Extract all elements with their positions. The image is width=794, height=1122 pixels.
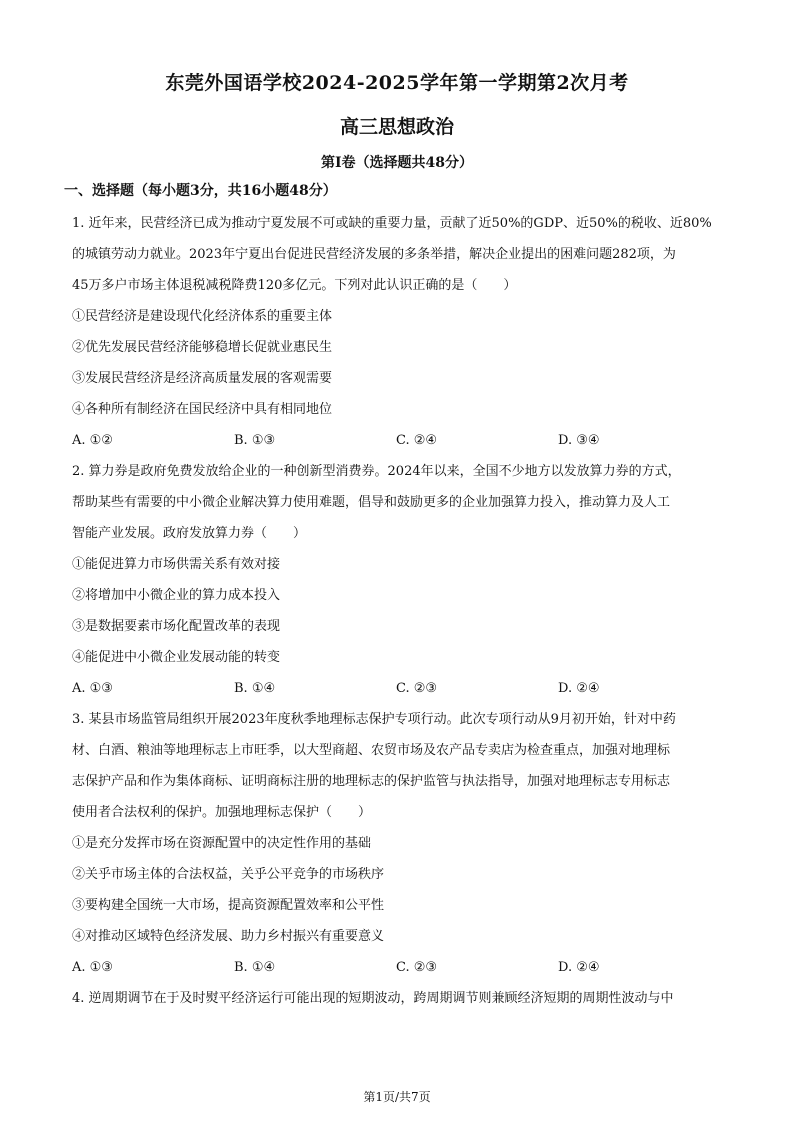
- statement-4: ④对推动区域特色经济发展、助力乡村振兴有重要意义: [72, 929, 385, 944]
- exam-title: 东莞外国语学校2024-2025学年第一学期第2次月考: [165, 72, 629, 94]
- choice-c: C. ②③: [396, 960, 438, 975]
- statement-1: ①能促进算力市场供需关系有效对接: [72, 557, 281, 572]
- question-3: [72, 704, 732, 983]
- question-stem-line: 材、白酒、粮油等地理标志上市旺季，以大型商超、农贸市场及农产品专卖店为检查重点，加强对地理标: [72, 743, 671, 758]
- choice-b: B. ①④: [234, 681, 276, 696]
- choice-a: A. ①③: [72, 960, 113, 975]
- statement-3: ③发展民营经济是经济高质量发展的客观需要: [72, 371, 333, 386]
- choice-c: C. ②④: [396, 433, 438, 448]
- choice-a: A. ①③: [72, 681, 113, 696]
- question-1: [72, 208, 732, 456]
- question-stem-line: 使用者合法权利的保护。加强地理标志保护（ ）: [72, 805, 372, 820]
- exam-subject: 高三思想政治: [339, 116, 454, 138]
- choice-b: B. ①④: [234, 960, 276, 975]
- section-heading: 一、选择题（每小题3分，共16小题48分）: [64, 183, 337, 199]
- question-stem-line: 3. 某县市场监管局组织开展2023年度秋季地理标志保护专项行动。此次专项行动从9月初开始，针对中药: [72, 712, 676, 727]
- question-list: [72, 208, 732, 1014]
- question-stem-line: 4. 逆周期调节在于及时熨平经济运行可能出现的短期波动，跨周期调节则兼顾经济短期的周期性波动与中: [72, 991, 674, 1006]
- choice-d: D. ②④: [558, 681, 600, 696]
- page-number: 第1页/共7页: [363, 1090, 431, 1104]
- choice-d: D. ③④: [558, 433, 600, 448]
- choice-a: A. ①②: [72, 433, 113, 448]
- statement-4: ④各种所有制经济在国民经济中具有相同地位: [72, 402, 333, 417]
- question-stem-line: 1. 近年来，民营经济已成为推动宁夏发展不可或缺的重要力量，贡献了近50%的GDP、近50%的税收、近80%: [72, 216, 712, 231]
- statement-2: ②关乎市场主体的合法权益，关乎公平竞争的市场秩序: [72, 867, 385, 882]
- question-stem-line: 2. 算力券是政府免费发放给企业的一种创新型消费券。2024年以来，全国不少地方以发放算力券的方式，: [72, 464, 681, 479]
- question-stem-line: 志保护产品和作为集体商标、证明商标注册的地理标志的保护监管与执法指导，加强对地理标志专用标志: [72, 774, 671, 789]
- choice-d: D. ②④: [558, 960, 600, 975]
- volume-heading: 第I卷（选择题共48分）: [320, 155, 474, 171]
- answer-choices: [72, 952, 732, 983]
- question-4: [72, 983, 732, 1014]
- answer-choices: [72, 425, 732, 456]
- choice-b: B. ①③: [234, 433, 276, 448]
- statement-4: ④能促进中小微企业发展动能的转变: [72, 650, 281, 665]
- statement-2: ②优先发展民营经济能够稳增长促就业惠民生: [72, 340, 333, 355]
- answer-choices: [72, 673, 732, 704]
- question-stem-line: 45万多户市场主体退税减税降费120多亿元。下列对此认识正确的是（ ）: [72, 278, 517, 293]
- question-stem-line: 帮助某些有需要的中小微企业解决算力使用难题，倡导和鼓励更多的企业加强算力投入，推动算力及人工: [72, 495, 671, 510]
- statement-3: ③是数据要素市场化配置改革的表现: [72, 619, 281, 634]
- statement-1: ①民营经济是建设现代化经济体系的重要主体: [72, 309, 333, 324]
- statement-3: ③要构建全国统一大市场，提高资源配置效率和公平性: [72, 898, 385, 913]
- statement-1: ①是充分发挥市场在资源配置中的决定性作用的基础: [72, 836, 372, 851]
- statement-2: ②将增加中小微企业的算力成本投入: [72, 588, 281, 603]
- question-stem-line: 智能产业发展。政府发放算力券（ ）: [72, 526, 307, 541]
- question-2: [72, 456, 732, 704]
- choice-c: C. ②③: [396, 681, 438, 696]
- question-stem-line: 的城镇劳动力就业。2023年宁夏出台促进民营经济发展的多条举措，解决企业提出的困难问题282项，为: [72, 247, 676, 262]
